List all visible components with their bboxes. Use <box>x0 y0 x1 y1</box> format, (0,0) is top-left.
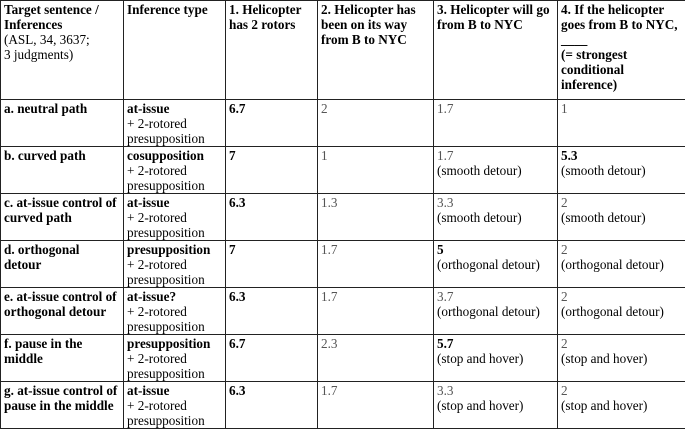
row-inference-type <box>124 100 226 147</box>
cell-note: (smooth detour) <box>561 163 646 178</box>
inference-type-extra: + 2-rotored presupposition <box>127 163 205 193</box>
cell-value: 3.3 <box>437 383 454 398</box>
table-row <box>1 288 685 335</box>
inference-type-label: at-issue <box>127 383 170 398</box>
table-row <box>1 335 685 382</box>
row-inference-type <box>124 335 226 382</box>
cell-value: 2 <box>561 242 568 257</box>
table-row <box>1 241 685 288</box>
cell-rotors: 6.7 <box>226 100 318 147</box>
cell-note: (stop and hover) <box>437 398 524 413</box>
cell-value: 2 <box>561 336 568 351</box>
cell-conditional <box>558 382 685 429</box>
inference-type-label: at-issue? <box>127 289 177 304</box>
inference-type-extra: + 2-rotored presupposition <box>127 304 205 334</box>
header-target-title: Target sentence / Inferences <box>4 2 99 32</box>
table-row <box>1 194 685 241</box>
cell-value: 1 <box>561 101 568 116</box>
cell-value: 2 <box>561 289 568 304</box>
cell-on-its-way: 1 <box>318 147 434 194</box>
row-target: d. orthogonal detour <box>1 241 124 288</box>
cell-note: (orthogonal detour) <box>437 257 540 272</box>
header-target-source-2: 3 judgments) <box>4 47 74 62</box>
inference-type-label: cosupposition <box>127 148 204 163</box>
cell-on-its-way: 1.7 <box>318 382 434 429</box>
cell-on-its-way: 2 <box>318 100 434 147</box>
cell-value: 2 <box>561 195 568 210</box>
header-col1: 1. Helicopter has 2 rotors <box>226 1 318 100</box>
cell-value: 3.7 <box>437 289 454 304</box>
cell-note: (orthogonal detour) <box>561 257 664 272</box>
inference-type-extra: + 2-rotored presupposition <box>127 210 205 240</box>
inference-type-extra: + 2-rotored presupposition <box>127 116 205 146</box>
cell-on-its-way: 1.7 <box>318 241 434 288</box>
cell-value: 2 <box>561 383 568 398</box>
cell-value: 5.7 <box>437 336 454 351</box>
cell-note: (stop and hover) <box>437 351 524 366</box>
cell-will-go <box>434 100 558 147</box>
cell-will-go <box>434 194 558 241</box>
header-row <box>1 1 685 100</box>
cell-rotors: 6.3 <box>226 194 318 241</box>
inference-type-label: presupposition <box>127 242 211 257</box>
row-inference-type <box>124 147 226 194</box>
table-row <box>1 100 685 147</box>
cell-conditional <box>558 147 685 194</box>
cell-will-go <box>434 335 558 382</box>
cell-will-go <box>434 241 558 288</box>
row-target: b. curved path <box>1 147 124 194</box>
cell-conditional <box>558 241 685 288</box>
cell-note: (smooth detour) <box>437 210 522 225</box>
row-target: f. pause in the middle <box>1 335 124 382</box>
header-target-source-1: (ASL, 34, 3637; <box>4 32 90 47</box>
header-col4-note: (= strongest conditional inference) <box>561 47 628 92</box>
header-col2: 2. Helicopter has been on its way from B to NYC <box>318 1 434 100</box>
cell-note: (orthogonal detour) <box>561 304 664 319</box>
header-inference-type: Inference type <box>124 1 226 100</box>
cell-note: (smooth detour) <box>437 163 522 178</box>
cell-will-go <box>434 147 558 194</box>
inference-type-extra: + 2-rotored presupposition <box>127 351 205 381</box>
cell-note: (stop and hover) <box>561 351 648 366</box>
inference-type-extra: + 2-rotored presupposition <box>127 398 205 428</box>
inference-type-extra: + 2-rotored presupposition <box>127 257 205 287</box>
header-col4-main: 4. If the helicopter goes from B to NYC, ____ <box>561 2 678 47</box>
inference-type-label: at-issue <box>127 195 170 210</box>
cell-on-its-way: 1.3 <box>318 194 434 241</box>
cell-on-its-way: 1.7 <box>318 288 434 335</box>
cell-conditional <box>558 335 685 382</box>
row-inference-type <box>124 194 226 241</box>
cell-rotors: 6.7 <box>226 335 318 382</box>
header-col3: 3. Helicopter will go from B to NYC <box>434 1 558 100</box>
cell-value: 1.7 <box>437 148 454 163</box>
cell-value: 5.3 <box>561 148 578 163</box>
inference-type-label: at-issue <box>127 101 170 116</box>
row-target: g. at-issue control of pause in the middle <box>1 382 124 429</box>
header-target <box>1 1 124 100</box>
cell-value: 1.7 <box>437 101 454 116</box>
cell-value: 3.3 <box>437 195 454 210</box>
cell-will-go <box>434 382 558 429</box>
cell-will-go <box>434 288 558 335</box>
row-target: a. neutral path <box>1 100 124 147</box>
table-row <box>1 382 685 429</box>
cell-conditional <box>558 100 685 147</box>
row-inference-type <box>124 288 226 335</box>
cell-note: (orthogonal detour) <box>437 304 540 319</box>
row-target: c. at-issue control of curved path <box>1 194 124 241</box>
cell-rotors: 6.3 <box>226 382 318 429</box>
header-col4 <box>558 1 685 100</box>
cell-rotors: 7 <box>226 147 318 194</box>
inference-type-label: presupposition <box>127 336 211 351</box>
cell-rotors: 6.3 <box>226 288 318 335</box>
cell-rotors: 7 <box>226 241 318 288</box>
cell-value: 5 <box>437 242 444 257</box>
cell-note: (smooth detour) <box>561 210 646 225</box>
table-row <box>1 147 685 194</box>
row-inference-type <box>124 382 226 429</box>
cell-note: (stop and hover) <box>561 398 648 413</box>
row-inference-type <box>124 241 226 288</box>
cell-conditional <box>558 194 685 241</box>
cell-on-its-way: 2.3 <box>318 335 434 382</box>
row-target: e. at-issue control of orthogonal detour <box>1 288 124 335</box>
cell-conditional <box>558 288 685 335</box>
